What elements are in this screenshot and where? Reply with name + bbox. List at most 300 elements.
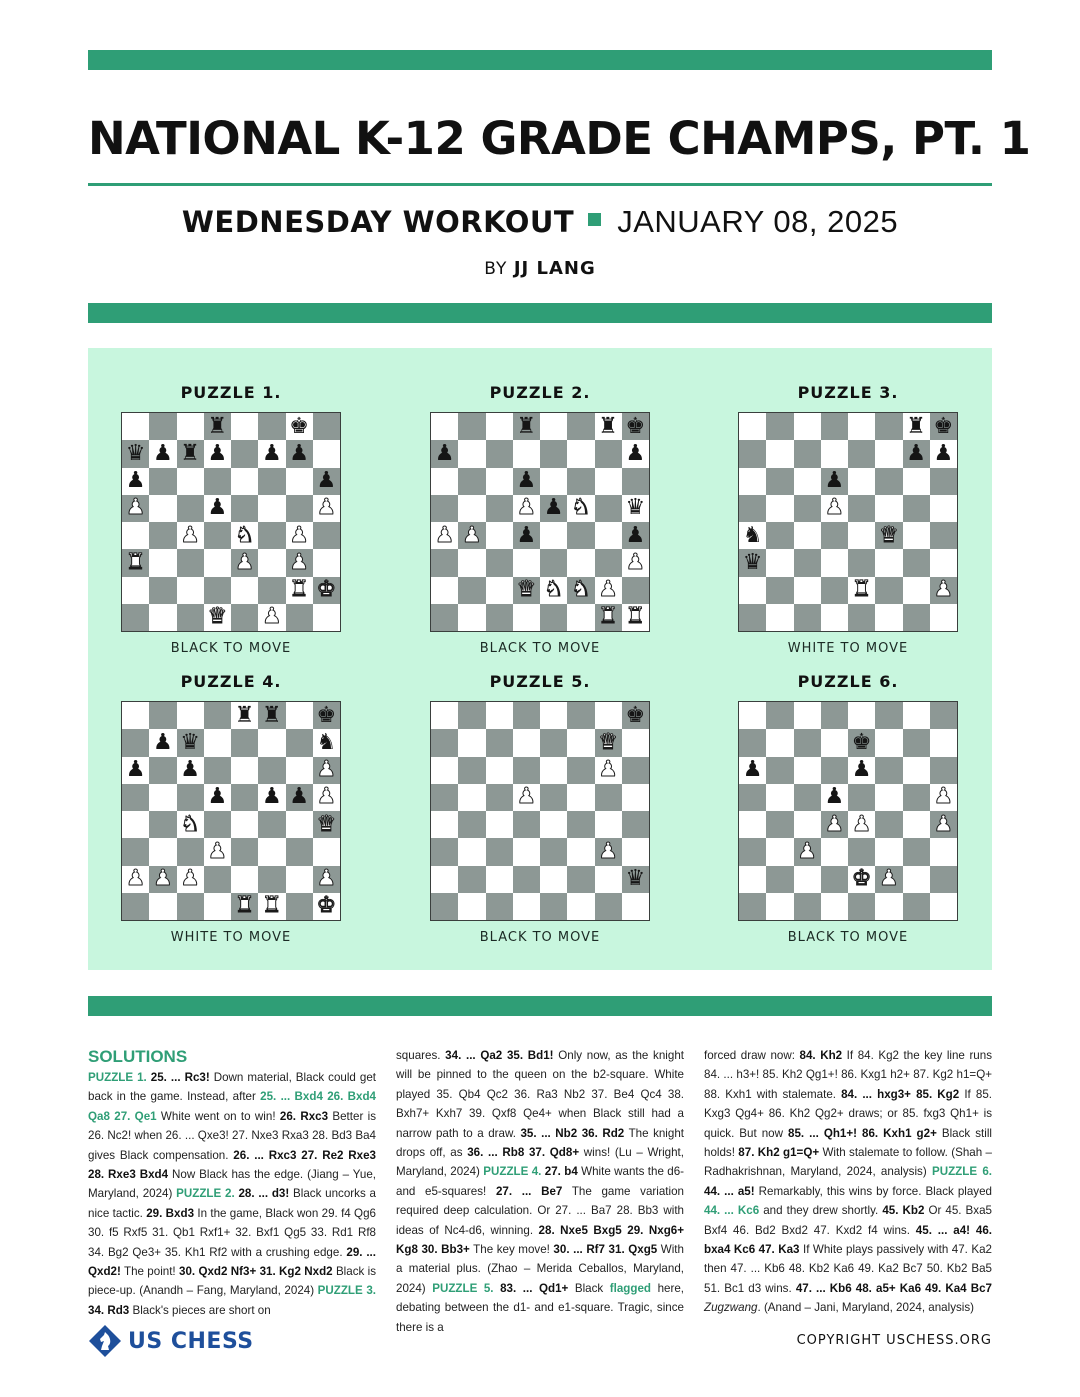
board-square bbox=[313, 468, 340, 495]
board-square bbox=[739, 604, 766, 631]
solutions-text: forced draw now: 84. Kh2 If 84. Kg2 the key line runs 84. ... h3+! 85. Kh2 Qg1+! 86. Kxg1 h2+ 87. Kg2 h1=Q+ 88. Kxh1 with stalemate. 84. ... hxg3+ 85. Kg2 If 85. Kxg3 Qg4+ 86. Kh2 Qg2+ draws; or 85. fxg3 Qh1+ is quick. But now 85. ... Qh1+! 86. Kxh1 g2+ Black still holds! 87. Kh2 g1=Q+ With stalemate to follow. (Shah – Radhakrishnan, Maryland, 2024, analysis) PUZZLE 6. 44. ... a5! Remarkably, this wins by force. Black played 44. ... Kc6 and they drew shortly. 45. Kb2 Or 45. Bxa5 Bxf4 46. Bd2 Bxd2 47. Kxd2 f4 wins. 45. ... a4! 46. bxa4 Kc6 47. Ka3 If White plays passively with 47. Ka2 then 47. ... Kb6 48. Kb2 Ka6 49. Ka2 Bc7 50. Kb2 Ba5 51. Bc1 d3 wins. 47. ... Kb6 48. a5+ Ka6 49. Ka4 Bc7 Zugzwang. (Anand – Jani, Maryland, 2024, analysis) bbox=[704, 1049, 992, 1315]
board-square bbox=[177, 729, 204, 756]
side-to-move: BLACK TO MOVE bbox=[170, 641, 292, 656]
board-square bbox=[231, 604, 258, 631]
side-to-move: WHITE TO MOVE bbox=[787, 641, 909, 656]
board-square bbox=[204, 468, 231, 495]
black-rook-icon: ♜ bbox=[234, 702, 255, 728]
board-square bbox=[875, 866, 902, 893]
white-pawn-icon: ♟ bbox=[879, 866, 899, 892]
white-rook-icon: ♜ bbox=[234, 893, 255, 919]
board-square bbox=[204, 784, 231, 811]
board-square bbox=[313, 549, 340, 576]
board-square bbox=[903, 729, 930, 756]
board-square bbox=[930, 604, 957, 631]
board-square bbox=[739, 866, 766, 893]
board-square bbox=[458, 866, 485, 893]
chess-board bbox=[738, 412, 958, 632]
board-square bbox=[595, 604, 622, 631]
board-square bbox=[540, 784, 567, 811]
board-square bbox=[431, 549, 458, 576]
puzzle-5 bbox=[430, 671, 650, 945]
white-pawn-icon: ♟ bbox=[824, 495, 845, 521]
board-square bbox=[486, 577, 513, 604]
board-square bbox=[513, 702, 540, 729]
board-square bbox=[258, 757, 285, 784]
board-square bbox=[766, 495, 793, 522]
black-knight-icon: ♞ bbox=[742, 522, 763, 548]
board-square bbox=[821, 838, 848, 865]
board-square bbox=[875, 468, 902, 495]
board-square bbox=[258, 702, 285, 729]
board-square bbox=[286, 522, 313, 549]
board-square bbox=[794, 577, 821, 604]
white-queen-icon: ♛ bbox=[879, 522, 899, 548]
board-square bbox=[258, 549, 285, 576]
black-king-icon: ♚ bbox=[316, 702, 337, 728]
board-square bbox=[458, 522, 485, 549]
board-square bbox=[286, 784, 313, 811]
board-square bbox=[122, 495, 149, 522]
board-square bbox=[313, 495, 340, 522]
board-square bbox=[149, 893, 176, 920]
board-square bbox=[739, 522, 766, 549]
white-rook-icon: ♜ bbox=[262, 893, 282, 919]
chess-board bbox=[430, 412, 650, 632]
board-square bbox=[540, 440, 567, 467]
board-square bbox=[258, 577, 285, 604]
board-square bbox=[903, 784, 930, 811]
board-square bbox=[204, 440, 231, 467]
board-square bbox=[458, 784, 485, 811]
board-square bbox=[821, 522, 848, 549]
subtitle bbox=[88, 204, 992, 240]
board-square bbox=[177, 604, 204, 631]
board-square bbox=[739, 468, 766, 495]
board-square bbox=[622, 495, 649, 522]
board-square bbox=[595, 522, 622, 549]
board-square bbox=[486, 549, 513, 576]
black-pawn-icon: ♟ bbox=[851, 757, 872, 783]
board-square bbox=[231, 784, 258, 811]
board-square bbox=[513, 866, 540, 893]
black-pawn-icon: ♟ bbox=[933, 440, 954, 466]
board-square bbox=[258, 811, 285, 838]
board-square bbox=[766, 702, 793, 729]
puzzle-area bbox=[88, 348, 992, 970]
black-pawn-icon: ♟ bbox=[824, 468, 845, 494]
board-square bbox=[875, 413, 902, 440]
board-square bbox=[431, 522, 458, 549]
board-square bbox=[930, 811, 957, 838]
board-square bbox=[739, 811, 766, 838]
board-square bbox=[231, 757, 258, 784]
board-square bbox=[231, 866, 258, 893]
board-square bbox=[903, 702, 930, 729]
board-square bbox=[431, 440, 458, 467]
board-square bbox=[149, 702, 176, 729]
board-square bbox=[431, 702, 458, 729]
board-square bbox=[739, 729, 766, 756]
board-square bbox=[204, 729, 231, 756]
board-square bbox=[875, 495, 902, 522]
white-pawn-icon: ♟ bbox=[516, 495, 537, 521]
board-square bbox=[286, 729, 313, 756]
board-square bbox=[930, 757, 957, 784]
board-square bbox=[513, 495, 540, 522]
board-square bbox=[794, 549, 821, 576]
board-square bbox=[177, 811, 204, 838]
title-rule bbox=[88, 183, 992, 186]
board-square bbox=[231, 702, 258, 729]
white-pawn-icon: ♟ bbox=[289, 522, 309, 548]
board-square bbox=[149, 522, 176, 549]
board-square bbox=[513, 440, 540, 467]
board-square bbox=[766, 893, 793, 920]
white-rook-icon: ♜ bbox=[125, 549, 146, 575]
board-square bbox=[149, 838, 176, 865]
board-square bbox=[313, 577, 340, 604]
board-square bbox=[930, 549, 957, 576]
board-square bbox=[286, 495, 313, 522]
board-square bbox=[766, 866, 793, 893]
top-accent-bar bbox=[88, 50, 992, 70]
board-square bbox=[595, 811, 622, 838]
black-pawn-icon: ♟ bbox=[153, 440, 173, 466]
board-square bbox=[739, 702, 766, 729]
board-square bbox=[313, 811, 340, 838]
black-rook-icon: ♜ bbox=[180, 440, 200, 466]
us-chess-logo bbox=[88, 1324, 254, 1358]
board-square bbox=[794, 522, 821, 549]
board-square bbox=[231, 811, 258, 838]
board-square bbox=[231, 495, 258, 522]
black-king-icon: ♚ bbox=[933, 413, 954, 439]
board-square bbox=[903, 811, 930, 838]
board-square bbox=[204, 893, 231, 920]
board-square bbox=[622, 440, 649, 467]
board-square bbox=[177, 413, 204, 440]
board-square bbox=[486, 468, 513, 495]
board-square bbox=[486, 495, 513, 522]
white-pawn-icon: ♟ bbox=[234, 549, 255, 575]
board-square bbox=[313, 604, 340, 631]
board-square bbox=[204, 549, 231, 576]
board-square bbox=[622, 468, 649, 495]
board-square bbox=[313, 702, 340, 729]
board-square bbox=[595, 893, 622, 920]
board-square bbox=[204, 495, 231, 522]
black-pawn-icon: ♟ bbox=[516, 468, 537, 494]
board-square bbox=[739, 495, 766, 522]
board-square bbox=[595, 440, 622, 467]
puzzle-title: PUZZLE 1. bbox=[180, 383, 282, 402]
black-pawn-icon: ♟ bbox=[516, 522, 537, 548]
board-square bbox=[204, 866, 231, 893]
board-square bbox=[794, 757, 821, 784]
board-square bbox=[567, 468, 594, 495]
board-square bbox=[486, 893, 513, 920]
black-pawn-icon: ♟ bbox=[125, 468, 146, 494]
board-square bbox=[595, 838, 622, 865]
board-square bbox=[622, 549, 649, 576]
board-square bbox=[567, 866, 594, 893]
subtitle-section: WEDNESDAY WORKOUT bbox=[181, 205, 575, 239]
board-square bbox=[149, 784, 176, 811]
board-square bbox=[177, 440, 204, 467]
white-pawn-icon: ♟ bbox=[316, 495, 337, 521]
white-pawn-icon: ♟ bbox=[125, 495, 146, 521]
board-square bbox=[567, 811, 594, 838]
board-square bbox=[622, 413, 649, 440]
board-square bbox=[513, 811, 540, 838]
black-pawn-icon: ♟ bbox=[125, 757, 146, 783]
board-square bbox=[149, 866, 176, 893]
board-square bbox=[595, 577, 622, 604]
board-square bbox=[258, 440, 285, 467]
board-square bbox=[431, 413, 458, 440]
board-square bbox=[458, 729, 485, 756]
board-square bbox=[122, 757, 149, 784]
board-square bbox=[821, 604, 848, 631]
white-pawn-icon: ♟ bbox=[933, 811, 954, 837]
board-square bbox=[875, 549, 902, 576]
logo-text: US CHESS bbox=[128, 1328, 254, 1354]
board-square bbox=[513, 468, 540, 495]
board-square bbox=[486, 522, 513, 549]
board-square bbox=[204, 757, 231, 784]
board-square bbox=[258, 838, 285, 865]
white-pawn-icon: ♟ bbox=[933, 577, 954, 603]
board-square bbox=[458, 893, 485, 920]
board-square bbox=[903, 893, 930, 920]
board-square bbox=[903, 440, 930, 467]
board-square bbox=[177, 757, 204, 784]
solutions-text: squares. 34. ... Qa2 35. Bd1! Only now, as the knight will be pinned to the queen on the b2-square. White played 35. Qb4 Qc2 36. Ra3 Nb2 37. Be4 Qc4 38. Bxh7+ Kxh7 39. Qxf8 Qe4+ when Black still had a narrow path to a draw. 35. ... Nb2 36. Rd2 The knight drops off, as 36. ... Rb8 37. Qd8+ wins! (Lu – Wright, Maryland, 2024) PUZZLE 4. 27. b4 White wants the d6- and e5-squares! 27. ... Be7 The game variation required deep calculation. Or 27. ... Ba7 28. Bb3 with ideas of Nc4-d6, winning. 28. Nxe5 Bxg5 29. Nxg6+ Kg8 30. Bb3+ The key move! 30. ... Rf7 31. Qxg5 With a material plus. (Zhao – Merida Ceballos, Maryland, 2024) PUZZLE 5. 83. ... Qd1+ Black flagged here, debating between the d1- and e1-square. Tragic, since there is a bbox=[396, 1049, 685, 1334]
board-square bbox=[540, 495, 567, 522]
board-square bbox=[204, 604, 231, 631]
board-square bbox=[848, 729, 875, 756]
board-square bbox=[458, 838, 485, 865]
board-square bbox=[122, 784, 149, 811]
board-square bbox=[513, 549, 540, 576]
white-pawn-icon: ♟ bbox=[851, 811, 872, 837]
board-square bbox=[204, 413, 231, 440]
board-square bbox=[204, 702, 231, 729]
board-square bbox=[122, 893, 149, 920]
board-square bbox=[766, 729, 793, 756]
white-pawn-icon: ♟ bbox=[598, 838, 618, 864]
white-queen-icon: ♛ bbox=[316, 811, 337, 837]
solutions-text: PUZZLE 1. 25. ... Rc3! Down material, Black could get back in the game. Instead, after 25. ... Bxd4 26. Bxd4 Qa8 27. Qe1 White went on to win! 26. Rxc3 Better is 26. Nc2! when 26. ... Qxe3! 27. Nxe3 Rxa3 28. Bd3 Ba4 gives Black compensation. 26. ... Rxc3 27. Re2 Rxe3 28. Rxe3 Bxd4 Now Black has the edge. (Jiang – Yue, Maryland, 2024) PUZZLE 2. 28. ... d3! Black uncorks a nice tactic. 29. Bxd3 In the game, Black won 29. f4 Qg6 30. f5 Rxf5 31. Qb1 Rxf1+ 32. Bxf1 Qg5 33. Rd1 Rf8 34. Bg2 Qe3+ 35. Kh1 Rf2 with a crushing edge. 29. ... Qxd2! The point! 30. Qxd2 Nf3+ 31. Kg2 Nxd2 Black is piece-up. (Anandh – Fang, Maryland, 2024) PUZZLE 3. 34. Rd3 Black's pieces are short on bbox=[88, 1071, 377, 1317]
white-king-icon: ♚ bbox=[316, 893, 337, 919]
board-square bbox=[766, 549, 793, 576]
byline-author: JJ LANG bbox=[513, 258, 596, 279]
board-square bbox=[903, 604, 930, 631]
board-square bbox=[930, 413, 957, 440]
board-square bbox=[313, 522, 340, 549]
board-square bbox=[930, 440, 957, 467]
board-square bbox=[903, 495, 930, 522]
puzzle-title: PUZZLE 4. bbox=[180, 672, 282, 691]
board-square bbox=[313, 440, 340, 467]
board-square bbox=[766, 413, 793, 440]
board-square bbox=[122, 468, 149, 495]
board-square bbox=[177, 495, 204, 522]
board-square bbox=[930, 468, 957, 495]
black-rook-icon: ♜ bbox=[516, 413, 537, 439]
black-rook-icon: ♜ bbox=[262, 702, 282, 728]
black-pawn-icon: ♟ bbox=[625, 522, 646, 548]
white-rook-icon: ♜ bbox=[851, 577, 872, 603]
board-square bbox=[431, 495, 458, 522]
board-square bbox=[848, 468, 875, 495]
black-queen-icon: ♛ bbox=[625, 495, 646, 521]
board-square bbox=[903, 757, 930, 784]
board-square bbox=[486, 866, 513, 893]
board-square bbox=[903, 838, 930, 865]
board-square bbox=[486, 413, 513, 440]
board-square bbox=[848, 522, 875, 549]
board-square bbox=[875, 729, 902, 756]
board-square bbox=[848, 702, 875, 729]
board-square bbox=[177, 549, 204, 576]
board-square bbox=[794, 440, 821, 467]
board-square bbox=[848, 893, 875, 920]
board-square bbox=[286, 838, 313, 865]
board-square bbox=[595, 413, 622, 440]
board-square bbox=[567, 729, 594, 756]
board-square bbox=[848, 577, 875, 604]
board-square bbox=[149, 604, 176, 631]
black-queen-icon: ♛ bbox=[125, 440, 146, 466]
board-square bbox=[794, 811, 821, 838]
board-square bbox=[149, 811, 176, 838]
board-square bbox=[513, 893, 540, 920]
black-rook-icon: ♜ bbox=[598, 413, 618, 439]
board-square bbox=[231, 440, 258, 467]
board-square bbox=[794, 866, 821, 893]
board-square bbox=[149, 729, 176, 756]
board-square bbox=[540, 604, 567, 631]
board-square bbox=[622, 729, 649, 756]
white-pawn-icon: ♟ bbox=[316, 866, 337, 892]
board-square bbox=[930, 866, 957, 893]
black-pawn-icon: ♟ bbox=[262, 440, 282, 466]
board-square bbox=[540, 757, 567, 784]
board-square bbox=[486, 440, 513, 467]
board-square bbox=[848, 440, 875, 467]
board-square bbox=[149, 549, 176, 576]
board-square bbox=[513, 577, 540, 604]
board-square bbox=[821, 495, 848, 522]
white-pawn-icon: ♟ bbox=[625, 549, 646, 575]
white-rook-icon: ♜ bbox=[598, 604, 618, 630]
board-square bbox=[204, 522, 231, 549]
chess-board bbox=[430, 701, 650, 921]
board-square bbox=[313, 838, 340, 865]
board-square bbox=[122, 811, 149, 838]
board-square bbox=[794, 604, 821, 631]
board-square bbox=[622, 757, 649, 784]
board-square bbox=[286, 757, 313, 784]
board-square bbox=[595, 757, 622, 784]
board-square bbox=[458, 604, 485, 631]
board-square bbox=[204, 811, 231, 838]
knight-diamond-icon bbox=[88, 1324, 122, 1358]
board-square bbox=[766, 468, 793, 495]
page-title: NATIONAL K-12 GRADE CHAMPS, PT. 1 bbox=[88, 112, 1031, 165]
board-square bbox=[567, 893, 594, 920]
board-square bbox=[540, 838, 567, 865]
board-square bbox=[622, 784, 649, 811]
white-queen-icon: ♛ bbox=[207, 604, 228, 630]
white-king-icon: ♚ bbox=[851, 866, 872, 892]
white-rook-icon: ♜ bbox=[289, 577, 309, 603]
board-square bbox=[458, 702, 485, 729]
board-square bbox=[177, 468, 204, 495]
board-square bbox=[848, 495, 875, 522]
board-square bbox=[458, 811, 485, 838]
black-rook-icon: ♜ bbox=[207, 413, 228, 439]
board-square bbox=[567, 604, 594, 631]
board-square bbox=[258, 729, 285, 756]
board-square bbox=[622, 604, 649, 631]
board-square bbox=[903, 413, 930, 440]
board-square bbox=[258, 522, 285, 549]
white-pawn-icon: ♟ bbox=[125, 866, 146, 892]
board-square bbox=[149, 757, 176, 784]
white-pawn-icon: ♟ bbox=[598, 577, 618, 603]
board-square bbox=[122, 577, 149, 604]
board-square bbox=[567, 413, 594, 440]
white-pawn-icon: ♟ bbox=[316, 757, 337, 783]
board-square bbox=[821, 893, 848, 920]
board-square bbox=[595, 729, 622, 756]
board-square bbox=[794, 784, 821, 811]
board-square bbox=[458, 757, 485, 784]
side-to-move: BLACK TO MOVE bbox=[479, 641, 601, 656]
board-square bbox=[875, 838, 902, 865]
side-to-move: BLACK TO MOVE bbox=[787, 930, 909, 945]
chess-board bbox=[121, 412, 341, 632]
board-square bbox=[622, 522, 649, 549]
black-pawn-icon: ♟ bbox=[316, 468, 337, 494]
board-square bbox=[622, 702, 649, 729]
board-square bbox=[286, 893, 313, 920]
board-square bbox=[204, 838, 231, 865]
black-pawn-icon: ♟ bbox=[207, 495, 228, 521]
board-square bbox=[513, 413, 540, 440]
board-square bbox=[848, 811, 875, 838]
board-square bbox=[177, 866, 204, 893]
board-square bbox=[486, 702, 513, 729]
black-pawn-icon: ♟ bbox=[742, 757, 763, 783]
board-square bbox=[313, 413, 340, 440]
board-square bbox=[766, 811, 793, 838]
board-square bbox=[149, 413, 176, 440]
white-knight-icon: ♞ bbox=[571, 577, 591, 603]
board-square bbox=[149, 577, 176, 604]
board-square bbox=[794, 838, 821, 865]
board-square bbox=[739, 893, 766, 920]
board-square bbox=[486, 838, 513, 865]
copyright: COPYRIGHT USCHESS.ORG bbox=[796, 1333, 992, 1348]
board-square bbox=[286, 811, 313, 838]
board-square bbox=[821, 866, 848, 893]
board-square bbox=[794, 468, 821, 495]
board-square bbox=[258, 468, 285, 495]
